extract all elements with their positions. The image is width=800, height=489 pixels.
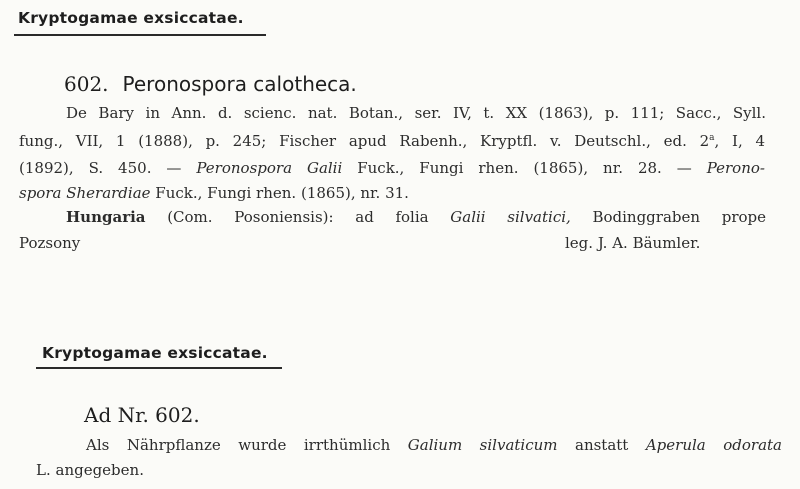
synonym-peronospora-sherardiae-part1: Perono- — [706, 159, 765, 177]
label2-title: Ad Nr. 602. — [84, 403, 200, 427]
reference-line-2 — [19, 132, 765, 150]
locality-country: Hungaria — [66, 208, 146, 226]
label2-text-1-start: Als Nährpflanze wurde irrthümlich — [86, 436, 408, 454]
wrong-host-name: Galium silvaticum — [407, 436, 558, 454]
label2-header-rule — [36, 367, 282, 369]
reference-line-3-mid: Fuck., Fungi rhen. (1865), nr. 28. — — [342, 159, 707, 177]
correct-host-name: Aperula odorata — [645, 436, 782, 454]
host-plant-name: Galii silvatici, — [450, 208, 571, 226]
synonym-peronospora-galii: Peronospora Galii — [196, 159, 343, 177]
label2-text-1-mid: anstatt — [557, 436, 646, 454]
entry-title — [64, 72, 357, 96]
reference-line-4 — [19, 184, 409, 202]
locality-line-2-place: Pozsony — [19, 234, 81, 252]
reference-line-1: De Bary in Ann. d. scienc. nat. Botan., ser. IV, t. XX (1863), p. 111; Sacc., Syll. — [66, 104, 766, 122]
entry-species-name: Peronospora calotheca. — [122, 72, 357, 96]
label1-header-rule — [14, 34, 266, 36]
label2-header: Kryptogamae exsiccatae. — [42, 344, 268, 362]
synonym-peronospora-sherardiae-part2: spora Sherardiae — [19, 184, 151, 202]
reference-line-2-superscript: a — [709, 133, 715, 143]
entry-number: 602. — [64, 72, 109, 96]
label2-text-line-2: L. angegeben. — [36, 461, 144, 479]
reference-line-3 — [19, 159, 765, 177]
reference-line-2-text: fung., VII, 1 (1888), p. 245; Fischer apud Rabenh., Kryptfl. v. Deutschl., ed. 2 — [19, 132, 710, 150]
reference-line-2-tail: , I, 4 — [714, 132, 765, 150]
label2-text-line-1 — [86, 436, 782, 454]
locality-place: Bodinggraben prope — [570, 208, 766, 226]
locality-line-1 — [66, 208, 766, 226]
reference-line-4-text: Fuck., Fungi rhen. (1865), nr. 31. — [150, 184, 409, 202]
collector: leg. J. A. Bäumler. — [565, 234, 701, 252]
label1-header: Kryptogamae exsiccatae. — [18, 9, 244, 27]
reference-line-3-text: (1892), S. 450. — — [19, 159, 197, 177]
locality-text: (Com. Posoniensis): ad folia — [145, 208, 451, 226]
